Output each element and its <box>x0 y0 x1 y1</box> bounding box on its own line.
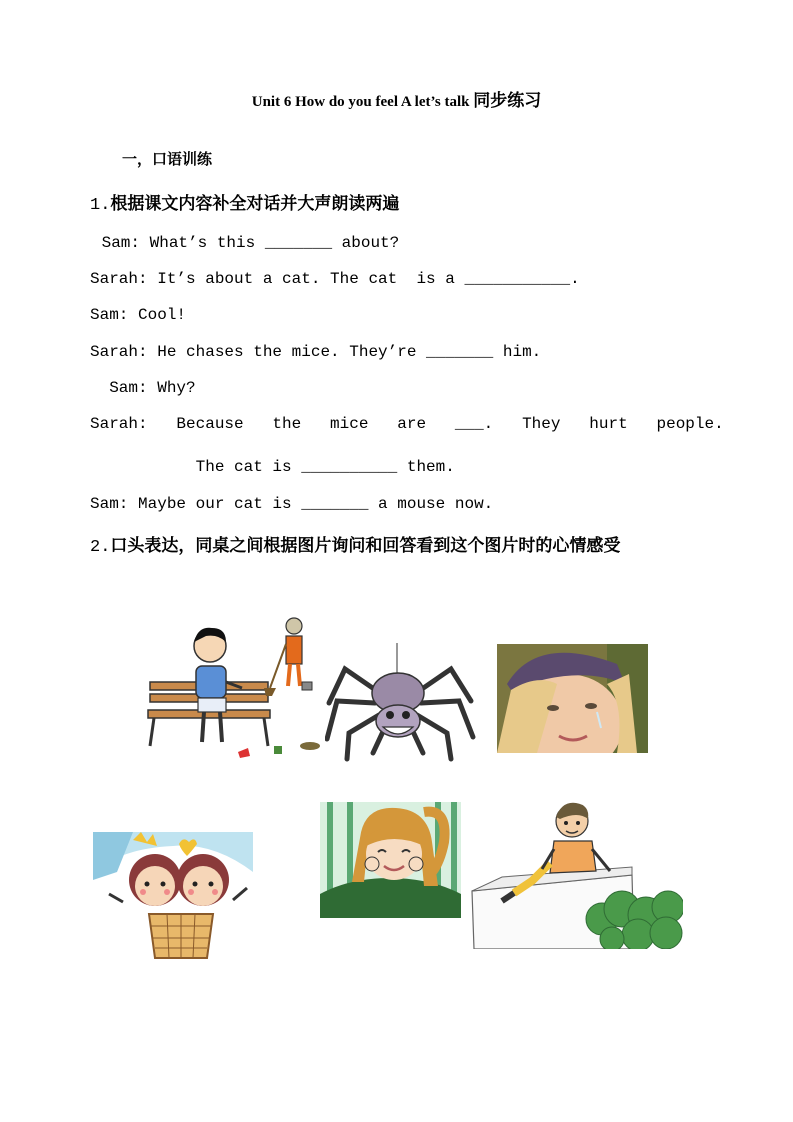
dialogue-line: The cat is __________ them. <box>90 458 455 476</box>
section-heading: 一，口语训练 <box>122 150 213 168</box>
dialogue-line: Sam: Why? <box>90 379 196 397</box>
dialogue-line: Sam: Maybe our cat is _______ a mouse now. <box>90 495 494 513</box>
dialogue-line: Sarah: Because the mice are ___. They hurt people. <box>90 415 724 433</box>
dialogue-line: Sam: What’s this _______ about? <box>92 234 400 252</box>
title-english: Unit 6 How do you feel A let’s talk <box>251 94 470 110</box>
title-chinese: 同步练习 <box>473 91 542 111</box>
picture-boy-on-wall <box>462 801 683 949</box>
question-1-number: 1. <box>90 196 111 215</box>
question-2 <box>90 531 620 557</box>
dialogue-line: Sarah: He chases the mice. They’re _______ him. <box>90 343 542 361</box>
question-2-number: 2. <box>90 538 111 557</box>
question-2-text: 口头表达，同桌之间根据图片询问和回答看到这个图片时的心情感受 <box>110 536 621 556</box>
picture-kids-balloon <box>93 832 253 962</box>
dialogue-line: Sam: Cool! <box>90 306 187 324</box>
picture-smiling-girl <box>320 802 461 918</box>
picture-spider <box>325 643 477 763</box>
picture-boy-littering <box>146 612 324 764</box>
page-title <box>0 86 793 111</box>
picture-crying-girl <box>497 644 648 753</box>
question-1 <box>90 189 399 215</box>
dialogue-line: Sarah: It’s about a cat. The cat is a ___________. <box>90 270 580 288</box>
question-1-text: 根据课文内容补全对话并大声朗读两遍 <box>110 194 400 214</box>
